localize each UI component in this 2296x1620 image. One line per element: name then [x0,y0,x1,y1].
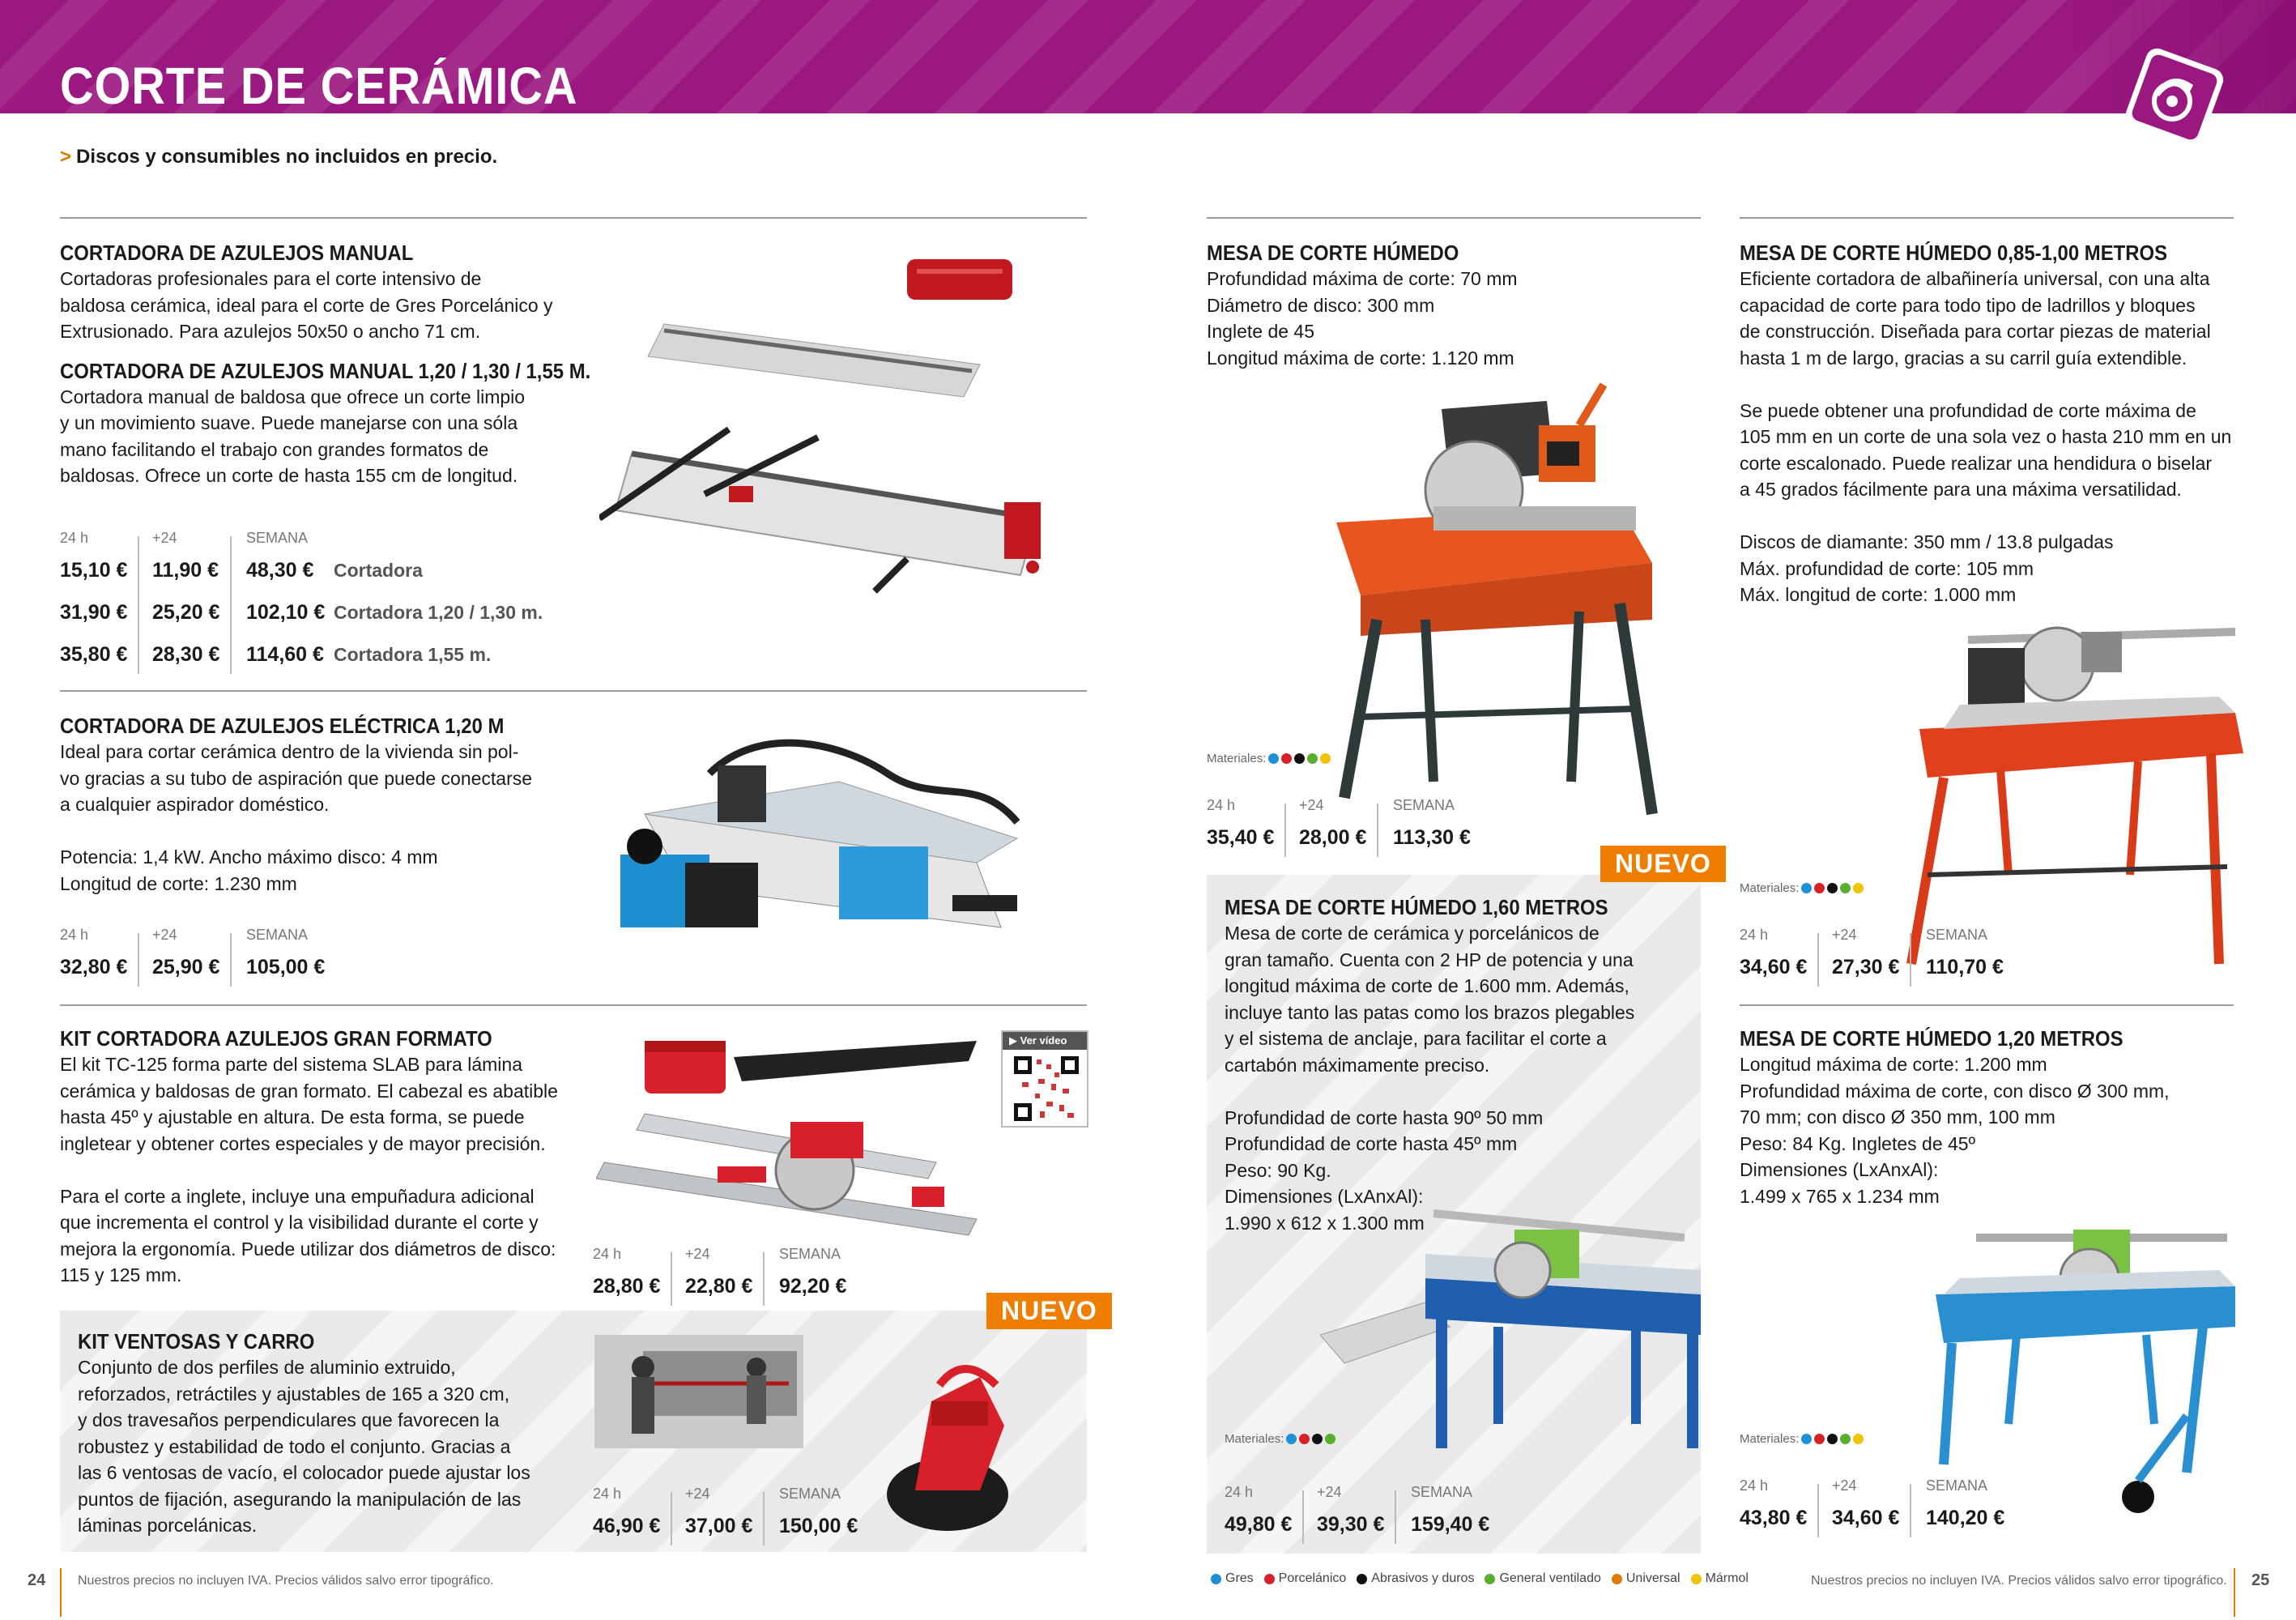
price-plus24: 28,00 € [1299,826,1367,849]
footer-rule [2234,1568,2235,1617]
divider [60,690,1087,692]
price-week: 105,00 € [246,956,326,978]
large-format-kit-image [596,1025,985,1251]
manual-cutter-section [60,240,627,489]
row-label: Cortadora 1,20 / 1,30 m. [334,602,543,623]
suction-kit-photo [594,1335,803,1448]
price-week: 150,00 € [779,1515,858,1537]
wet-saw-120-section [1740,1025,2242,1209]
saw-blade-icon [2122,45,2227,150]
section-title: MESA DE CORTE HÚMEDO 0,85-1,00 METROS [1740,241,2168,265]
divider [1207,217,1701,219]
section-description: Longitud máxima de corte: 1.200 mm Profundidad máxima de corte, con disco Ø 300 mm, 70 mm; con disco Ø 350 mm, 100 mm Peso: 84 Kg. Ingletes de 45º Dimensiones (LxAnxAl): 1.499 x 765 x 1.234 mm [1740,1054,2170,1207]
price-week: 159,40 € [1411,1513,1490,1536]
section-title: CORTADORA DE AZULEJOS MANUAL 1,20 / 1,30 / 1,55 M. [60,358,591,383]
price-week: 114,60 € [246,643,324,666]
row-label: Cortadora 1,55 m. [334,644,492,665]
section-title: MESA DE CORTE HÚMEDO [1207,241,1459,265]
price-week: 140,20 € [1926,1507,2005,1529]
page-number-left: 24 [28,1571,46,1589]
price-plus24: 25,90 € [152,956,220,978]
page-title: CORTE DE CERÁMICA [60,57,578,115]
price-24h: 34,60 € [1740,956,1808,978]
price-week: 102,10 € [246,601,326,624]
footer-rule [60,1568,62,1617]
section-title: KIT CORTADORA AZULEJOS GRAN FORMATO [60,1026,492,1051]
electric-tile-cutter-image [596,725,1082,960]
porcelanico-dot [1281,753,1292,764]
price-24h: 15,10 € [60,559,128,582]
section-description: Cortadoras profesionales para el corte intensivo de baldosa cerámica, ideal para el corte de Gres Porcelánico y Extrusionado. Para azulejos 50x50 o ancho 71 cm. [60,268,553,342]
electric-cutter-section [60,713,627,897]
price-plus24: 11,90 € [152,559,219,582]
wet-saw-image [1312,377,1693,830]
price-24h: 32,80 € [60,956,128,978]
abrasivos-dot [1294,753,1305,764]
pricing-note: > Discos y consumibles no incluidos en precio. [60,146,498,168]
price-24h: 31,90 € [60,601,128,624]
divider [1740,217,2234,219]
section-description: Cortadora manual de baldosa que ofrece un corte limpio y un movimiento suave. Puede manejarse con una sóla mano facilitando el trabajo con grandes formatos de baldosas. Ofrece un corte de hasta 155 cm de longitud. [60,386,526,486]
price-week: 110,70 € [1926,956,2004,978]
price-plus24: 25,20 € [152,601,220,624]
price-week: 48,30 € [246,559,314,582]
page-number-right: 25 [2251,1571,2270,1589]
universal-dot [1612,1574,1622,1584]
section-title: CORTADORA DE AZULEJOS MANUAL [60,241,414,265]
marmol-dot [1320,753,1331,764]
price-24h: 43,80 € [1740,1507,1808,1529]
video-qr-code[interactable]: ▶ Ver vídeo [1001,1030,1088,1128]
materials-indicator: Materiales: [1740,1432,1864,1446]
section-title: MESA DE CORTE HÚMEDO 1,60 METROS [1225,895,1608,919]
wet-saw-160-section [1225,894,1694,1236]
materials-indicator: Materiales: [1740,881,1864,895]
price-24h: 46,90 € [593,1515,661,1537]
price-plus24: 39,30 € [1317,1513,1385,1536]
gres-dot [1211,1574,1221,1584]
price-24h: 35,40 € [1207,826,1275,849]
section-description: El kit TC-125 forma parte del sistema SLAB para lámina cerámica y baldosas de gran formato. El cabezal es abatible hasta 45º y ajustable en altura. De esta forma, se puede ingletear y obtener cortes especiales y de mayor precisión. Para el corte a inglete, incluye una empuñadura adicional que incrementa el control y la visibilidad durante el corte y mejora la ergonomía. Puede utilizar dos diámetros de disco: 115 y 125 mm. [60,1054,558,1285]
footer-disclaimer: Nuestros precios no incluyen IVA. Precios válidos salvo error tipográfico. [78,1574,494,1588]
qr-code-icon [1014,1056,1079,1121]
wet-saw-085-section [1740,240,2242,608]
large-format-kit-section [60,1025,627,1289]
section-title: KIT VENTOSAS Y CARRO [78,1329,315,1354]
price-plus24: 28,30 € [152,643,220,666]
materials-indicator: Materiales: [1207,752,1331,765]
new-badge: NUEVO [986,1293,1112,1329]
new-badge: NUEVO [1600,846,1726,882]
price-24h: 35,80 € [60,643,128,666]
section-description: Eficiente cortadora de albañinería universal, con una alta capacidad de corte para todo tipo de ladrillos y bloques de construcción. Diseñada para cortar piezas de material hasta 1 m de largo, gracias a su carril guía extendible. Se puede obtener una profundidad de corte máxima de 105 mm en un corte de una sola vez o hasta 210 mm en un corte escalonado. Puede realizar una hendidura o biselar a 45 grados fácilmente para una máxima versatilidad. Discos de diamante: 350 mm / 13.8 pulgadas Máx. profundidad de corte: 105 mm Máx. longitud de corte: 1.000 mm [1740,268,2232,605]
play-icon: ▶ [1009,1034,1020,1047]
row-label: Cortadora [334,560,423,581]
footer-disclaimer: Nuestros precios no incluyen IVA. Precios válidos salvo error tipográfico. [1811,1574,2227,1588]
wet-saw-section [1207,240,1709,371]
price-plus24: 22,80 € [685,1275,753,1298]
divider [1740,1004,2234,1006]
price-24h: 49,80 € [1225,1513,1293,1536]
materials-legend: Gres Porcelánico Abrasivos y duros General ventilado Universal Mármol [1210,1571,1758,1586]
porcelanico-dot [1264,1574,1275,1584]
marmol-dot [1691,1574,1702,1584]
ventilado-dot [1307,753,1318,764]
divider [60,217,1087,219]
suction-kit-section [78,1328,596,1539]
ventilado-dot [1485,1574,1495,1584]
section-description: Ideal para cortar cerámica dentro de la vivienda sin pol- vo gracias a su tubo de aspiración que puede conectarse a cualquier aspirador doméstico. Potencia: 1,4 kW. Ancho máximo disco: 4 mm Longitud de corte: 1.230 mm [60,741,533,894]
manual-tile-cutter-image [599,251,1085,640]
section-title: CORTADORA DE AZULEJOS ELÉCTRICA 1,20 M [60,714,505,738]
price-24h: 28,80 € [593,1275,661,1298]
price-plus24: 37,00 € [685,1515,753,1537]
price-plus24: 34,60 € [1832,1507,1900,1529]
section-description: Profundidad máxima de corte: 70 mm Diámetro de disco: 300 mm Inglete de 45 Longitud máxima de corte: 1.120 mm [1207,268,1518,369]
price-week: 113,30 € [1393,826,1471,849]
suction-cup-image [883,1353,1020,1539]
section-description: Conjunto de dos perfiles de aluminio extruido, reforzados, retráctiles y ajustables de 165 a 320 cm, y dos travesaños perpendiculares que favorecen la robustez y estabilidad de todo el conjunto. Gracias a las 6 ventosas de vacío, el colocador puede ajustar los puntos de fijación, asegurando la manipulación de las láminas porcelánicas. [78,1357,530,1536]
divider [60,1004,1087,1006]
abrasivos-dot [1357,1574,1367,1584]
gres-dot [1268,753,1279,764]
section-description: Mesa de corte de cerámica y porcelánicos de gran tamaño. Cuenta con 2 HP de potencia y una longitud máxima de corte de 1.600 mm. Además, incluye tanto las patas como los brazos plegables y el sistema de anclaje, para facilitar el corte a cartabón máximamente preciso. Profundidad de corte hasta 90º 50 mm Profundidad de corte hasta 45º mm Peso: 90 Kg. Dimensiones (LxAnxAl): 1.990 x 612 x 1.300 mm [1225,923,1635,1234]
price-week: 92,20 € [779,1275,847,1298]
wet-saw-160-image [1320,1205,1725,1473]
materials-indicator: Materiales: [1225,1432,1335,1446]
section-title: MESA DE CORTE HÚMEDO 1,20 METROS [1740,1026,2123,1051]
price-plus24: 27,30 € [1832,956,1900,978]
